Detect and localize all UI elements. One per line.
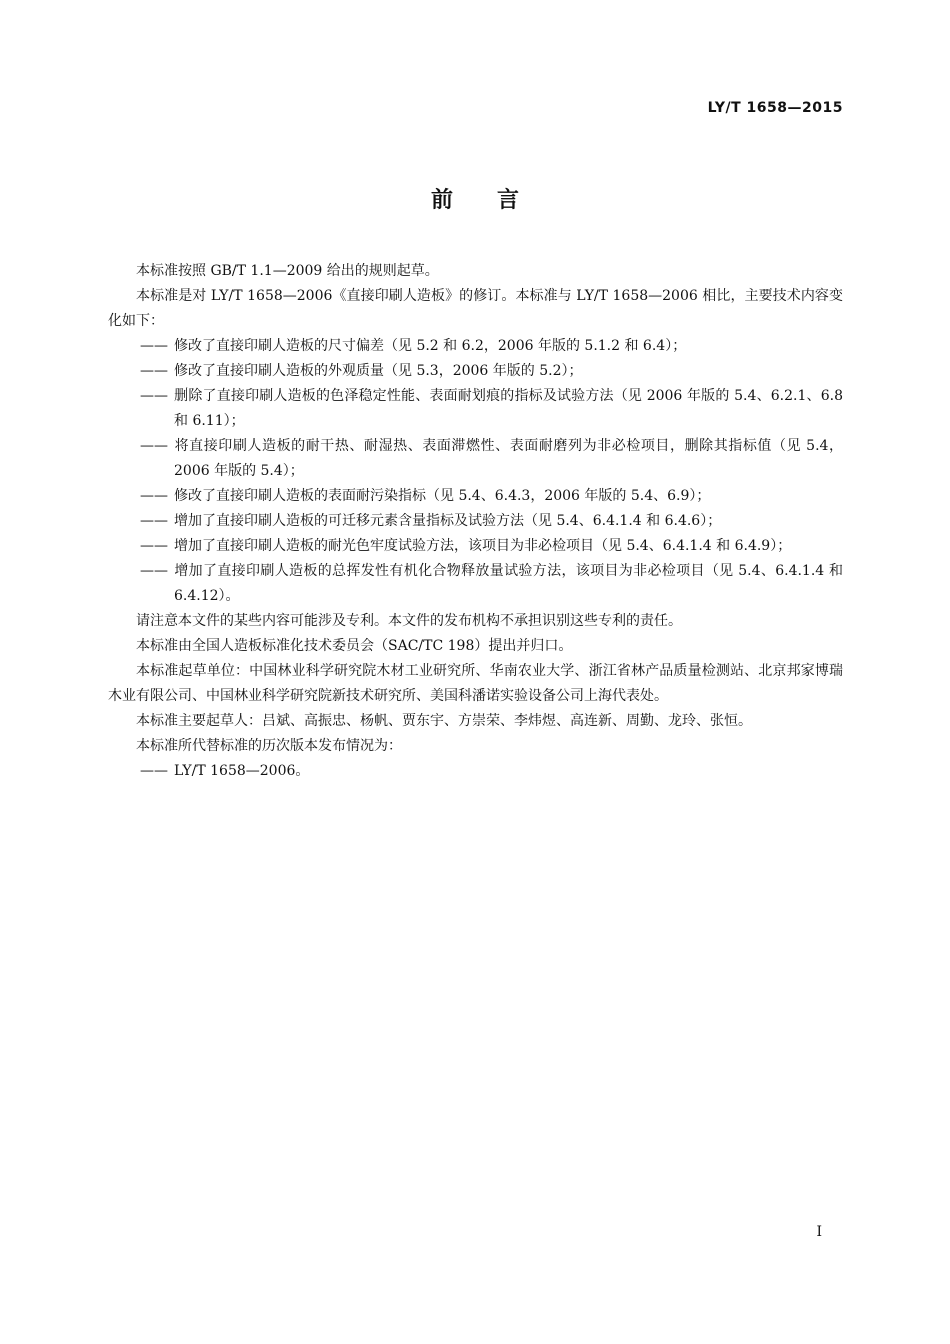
document-number: LY/T 1658—2015 [707,100,843,116]
paragraph-proposed-by: 本标准由全国人造板标准化技术委员会（SAC/TC 198）提出并归口。 [136,638,573,654]
change-item-text: 将直接印刷人造板的耐干热、耐湿热、表面滞燃性、表面耐磨列为非必检项目，删除其指标值（见 5.4，2006 年版的 5.4）； [174,438,843,479]
paragraph-history-intro: 本标准所代替标准的历次版本发布情况为： [136,738,402,754]
change-item [108,434,843,484]
change-item-text: 修改了直接印刷人造板的尺寸偏差（见 5.2 和 6.2，2006 年版的 5.1.2 和 6.4）； [174,338,687,354]
page-title: 前言 [430,188,563,213]
change-item [108,559,843,609]
dash-marker: —— [140,338,168,354]
paragraph-revision-summary: 本标准是对 LY/T 1658—2006《直接印刷人造板》的修订。本标准与 LY/T 1658—2006 相比，主要技术内容变化如下： [108,288,843,329]
change-item [108,384,843,434]
dash-marker: —— [140,388,168,404]
history-item [108,759,843,784]
paragraph-drafting-rules: 本标准按照 GB/T 1.1—2009 给出的规则起草。 [136,263,439,279]
dash-marker: —— [140,513,168,529]
change-item [108,534,843,559]
page-number: I [816,1224,822,1240]
dash-marker: —— [140,438,168,454]
foreword-content [108,259,843,784]
change-item-text: 增加了直接印刷人造板的可迁移元素含量指标及试验方法（见 5.4、6.4.1.4 和 6.4.6）； [174,513,722,529]
dash-marker: —— [140,763,168,779]
change-item-text: 修改了直接印刷人造板的外观质量（见 5.3，2006 年版的 5.2）； [174,363,583,379]
change-item-text: 删除了直接印刷人造板的色泽稳定性能、表面耐划痕的指标及试验方法（见 2006 年版的 5.4、6.2.1、6.8 和 6.11）； [174,388,843,429]
history-item-text: LY/T 1658—2006。 [174,763,310,779]
paragraph-patent-notice: 请注意本文件的某些内容可能涉及专利。本文件的发布机构不承担识别这些专利的责任。 [136,613,682,629]
change-item [108,334,843,359]
change-item [108,359,843,384]
dash-marker: —— [140,488,168,504]
change-item-text: 修改了直接印刷人造板的表面耐污染指标（见 5.4、6.4.3，2006 年版的 5.4、6.9）； [174,488,711,504]
change-item [108,484,843,509]
change-item-text: 增加了直接印刷人造板的总挥发性有机化合物释放量试验方法，该项目为非必检项目（见 5.4、6.4.1.4 和 6.4.12）。 [174,563,843,604]
change-item-text: 增加了直接印刷人造板的耐光色牢度试验方法，该项目为非必检项目（见 5.4、6.4.1.4 和 6.4.9）； [174,538,792,554]
change-item [108,509,843,534]
paragraph-drafting-units: 本标准起草单位：中国林业科学研究院木材工业研究所、华南农业大学、浙江省林产品质量检测站、北京邦家博瑞木业有限公司、中国林业科学研究院新技术研究所、美国科潘诺实验设备公司上海代表处。 [108,663,843,704]
paragraph-drafters: 本标准主要起草人：吕斌、高振忠、杨帆、贾东宇、方崇荣、李炜煜、高连新、周勤、龙玲、张恒。 [136,713,752,729]
dash-marker: —— [140,363,168,379]
dash-marker: —— [140,563,168,579]
dash-marker: —— [140,538,168,554]
